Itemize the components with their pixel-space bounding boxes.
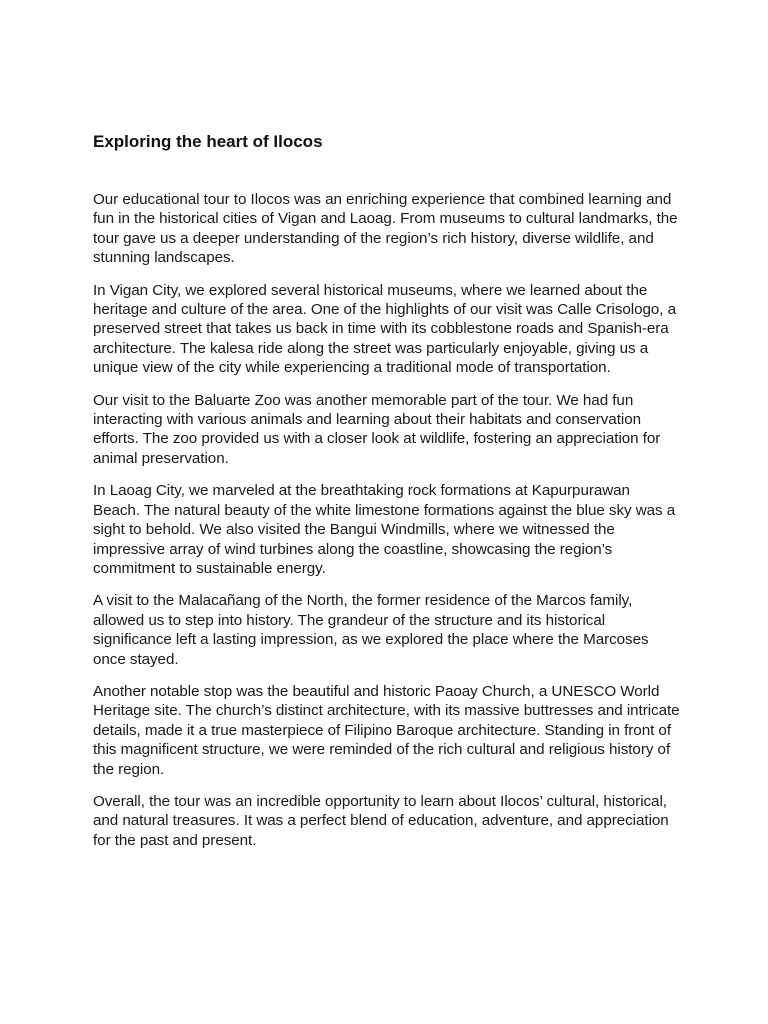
paragraph-conclusion: Overall, the tour was an incredible opportunity to learn about Ilocos’ cultural, historical, and natural treasures. It was a perfect blend of education, adventure, and appreciation for the past and present. xyxy=(93,792,669,849)
paragraph-malacanang: A visit to the Malacañang of the North, the former residence of the Marcos family, allowed us to step into history. The grandeur of the structure and its historical significance left a lasting impression, as we explored the place where the Marcoses once stayed. xyxy=(93,592,649,668)
document-body xyxy=(93,130,681,863)
paragraph-vigan: In Vigan City, we explored several historical museums, where we learned about the heritage and culture of the area. One of the highlights of our visit was Calle Crisologo, a preserved street that takes us back in time with its cobblestone roads and Spanish-era architecture. The kalesa ride along the street was particularly enjoyable, giving us a unique view of the city while experiencing a traditional mode of transportation. xyxy=(93,281,677,377)
paragraph-list xyxy=(93,190,681,850)
paragraph-laoag: In Laoag City, we marveled at the breathtaking rock formations at Kapurpurawan Beach. The natural beauty of the white limestone formations against the blue sky was a sight to behold. We also visited the Bangui Windmills, where we witnessed the impressive array of wind turbines along the coastline, showcasing the region’s commitment to sustainable energy. xyxy=(93,482,676,577)
document-title: Exploring the heart of Ilocos xyxy=(93,132,323,151)
paragraph-intro: Our educational tour to Ilocos was an enriching experience that combined learning and fun in the historical cities of Vigan and Laoag. From museums to cultural landmarks, the tour gave us a deeper understanding of the region’s rich history, diverse wildlife, and stunning landscapes. xyxy=(93,191,678,267)
paragraph-baluarte-zoo: Our visit to the Baluarte Zoo was another memorable part of the tour. We had fun interacting with various animals and learning about their habitats and conservation efforts. The zoo provided us with a closer look at wildlife, fostering an appreciation for animal preservation. xyxy=(93,391,661,467)
paragraph-paoay-church: Another notable stop was the beautiful and historic Paoay Church, a UNESCO World Heritage site. The church’s distinct architecture, with its massive buttresses and intricate details, made it a true masterpiece of Filipino Baroque architecture. Standing in front of this magnificent structure, we were reminded of the rich cultural and religious history of the region. xyxy=(93,682,680,778)
